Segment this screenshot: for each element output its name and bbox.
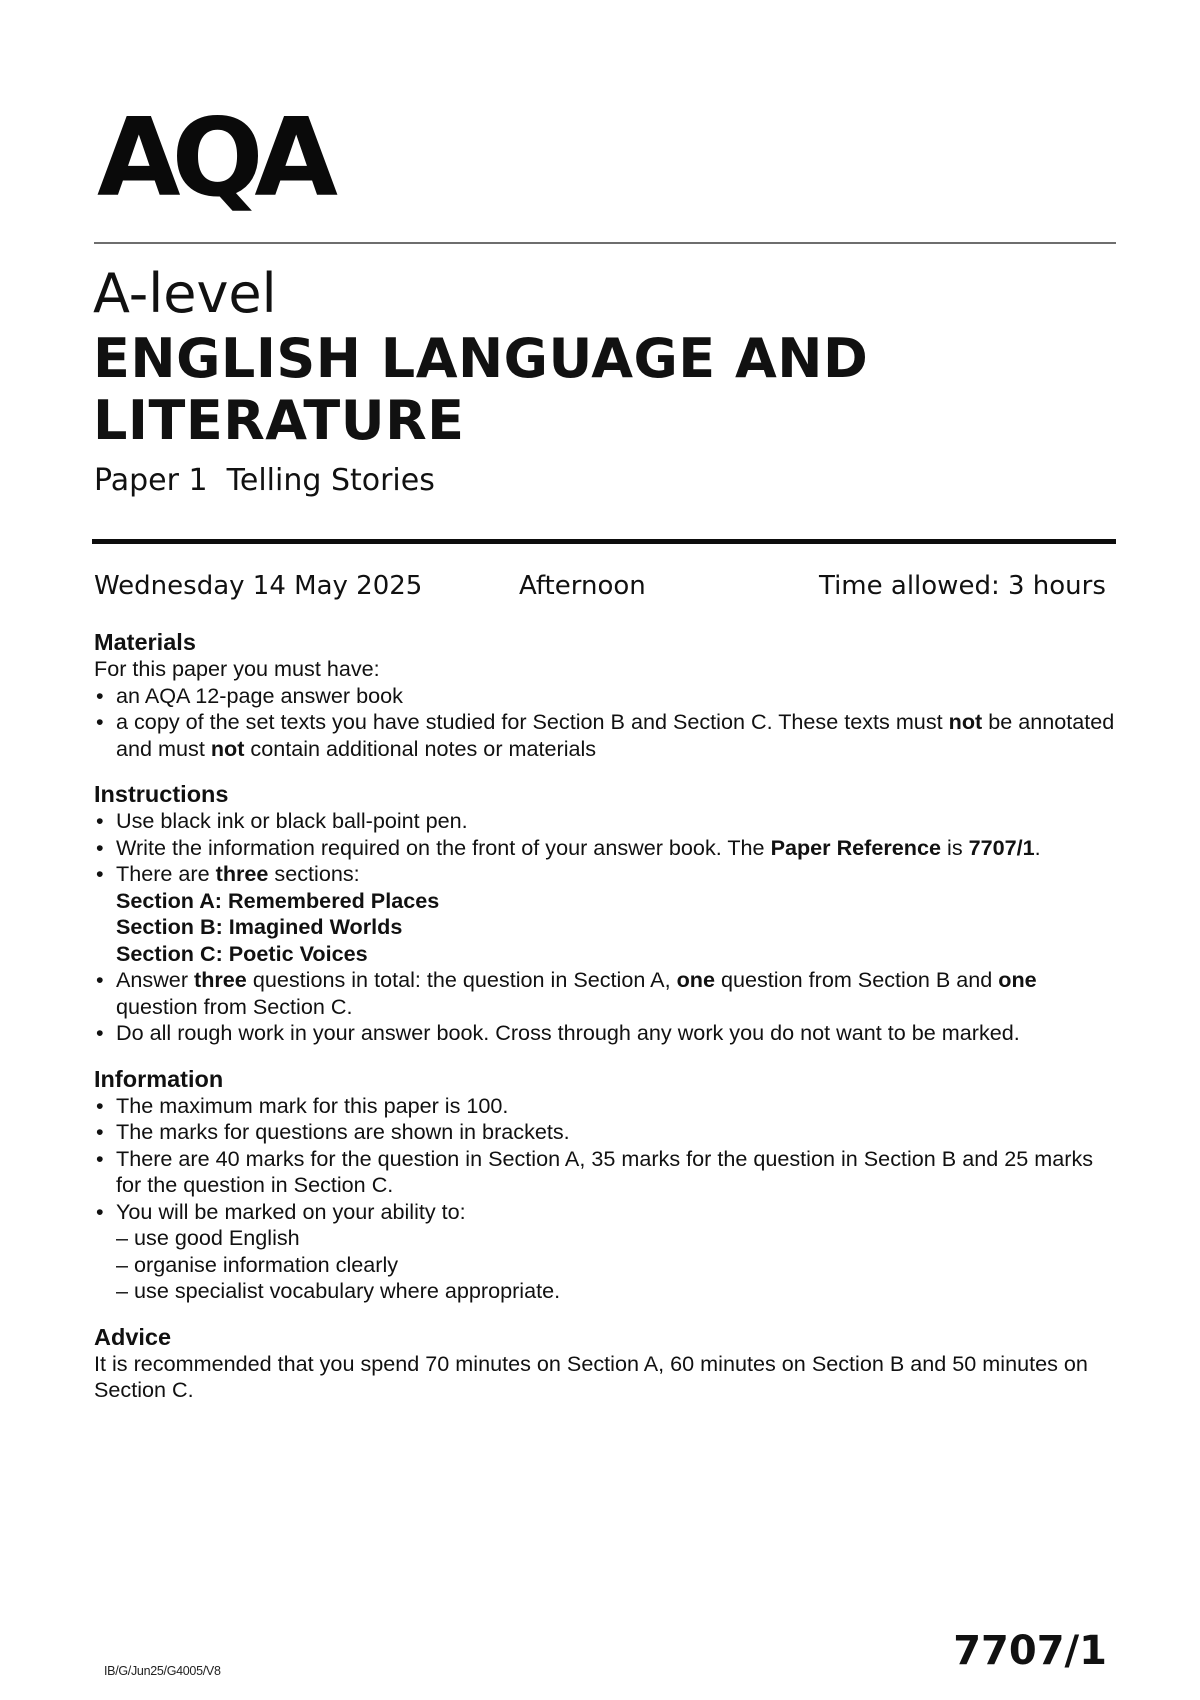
list-item: • Use black ink or black ball-point pen. [94, 808, 1124, 835]
section-c-label: Section C: Poetic Voices [116, 940, 368, 966]
text-segment: questions in total: the question in Section A, [246, 967, 677, 992]
text-segment: sections: [268, 861, 360, 886]
instructions-body [94, 628, 1124, 1422]
materials-section [94, 628, 1124, 762]
ability-item: – use good English [116, 1225, 300, 1250]
ability-item: – organise information clearly [116, 1251, 399, 1277]
document-reference: IB/G/Jun25/G4005/V8 [104, 1664, 221, 1678]
time-allowed: Time allowed: 3 hours [819, 571, 1106, 601]
emphasis: three [215, 861, 269, 886]
materials-list [94, 683, 1124, 763]
text-segment: There are [116, 861, 216, 886]
text-segment: is [941, 834, 969, 860]
information-section [94, 1065, 1124, 1305]
emphasis: one [676, 967, 715, 992]
list-item: • Do all rough work in your answer book. Cross through any work you do not want to be marked. [94, 1020, 1124, 1047]
text-segment: question from Section C. [116, 993, 353, 1019]
list-item [94, 709, 1124, 762]
list-item [94, 967, 1124, 1020]
exam-date: Wednesday 14 May 2025 [94, 571, 423, 601]
list-item: • There are 40 marks for the question in Section A, 35 marks for the question in Section B and 25 marks for the question in Section C. [94, 1146, 1124, 1199]
advice-section [94, 1323, 1124, 1404]
information-list [94, 1093, 1124, 1226]
information-heading: Information [94, 1065, 224, 1092]
subject-title-line2: LITERATURE [93, 389, 465, 452]
ability-item: – use specialist vocabulary where appropriate. [116, 1278, 561, 1303]
advice-heading: Advice [94, 1323, 172, 1350]
advice-text: It is recommended that you spend 70 minutes on Section A, 60 minutes on Section B and 50 minutes on Section C. [94, 1350, 1088, 1402]
title-divider [92, 539, 1116, 544]
subject-title [93, 328, 993, 452]
materials-heading: Materials [94, 629, 196, 655]
qualification-level: A-level [93, 262, 277, 325]
paper-title: Paper 1 Telling Stories [94, 463, 435, 498]
text-segment: a copy of the set texts you have studied for Section B and Section C. These texts must [116, 709, 949, 734]
emphasis: three [194, 967, 247, 992]
subject-title-line1: ENGLISH LANGUAGE AND [93, 327, 869, 390]
paper-reference: 7707/1 [968, 834, 1035, 860]
text-segment: . [1034, 834, 1041, 860]
list-item: • The marks for questions are shown in brackets. [94, 1119, 1124, 1146]
text-segment: be annotated and must [116, 709, 1115, 761]
list-item: • You will be marked on your ability to: [94, 1199, 1124, 1226]
emphasis: not [210, 735, 245, 761]
text-segment: question from Section B and [714, 967, 999, 992]
emphasis: Paper Reference [770, 834, 942, 860]
exam-session: Afternoon [519, 571, 646, 601]
emphasis: not [948, 709, 983, 734]
section-b-label: Section B: Imagined Worlds [116, 914, 403, 939]
instructions-section [94, 780, 1124, 1047]
aqa-logo: AQA [97, 96, 329, 221]
paper-code: 7707/1 [953, 1628, 1107, 1674]
text-segment: Write the information required on the front of your answer book. The [116, 834, 771, 860]
text-segment: contain additional notes or materials [244, 735, 597, 761]
list-item: • an AQA 12-page answer book [94, 683, 1124, 710]
list-item: • The maximum mark for this paper is 100. [94, 1093, 1124, 1120]
instructions-list-continued [94, 967, 1124, 1047]
section-a-label: Section A: Remembered Places [116, 887, 440, 913]
instructions-heading: Instructions [94, 781, 229, 807]
header-divider [94, 242, 1116, 244]
text-segment: Answer [116, 967, 195, 992]
list-item [94, 835, 1124, 862]
instructions-list [94, 808, 1124, 888]
materials-intro: For this paper you must have: [94, 656, 380, 681]
list-item [94, 861, 1124, 888]
emphasis: one [998, 967, 1037, 992]
